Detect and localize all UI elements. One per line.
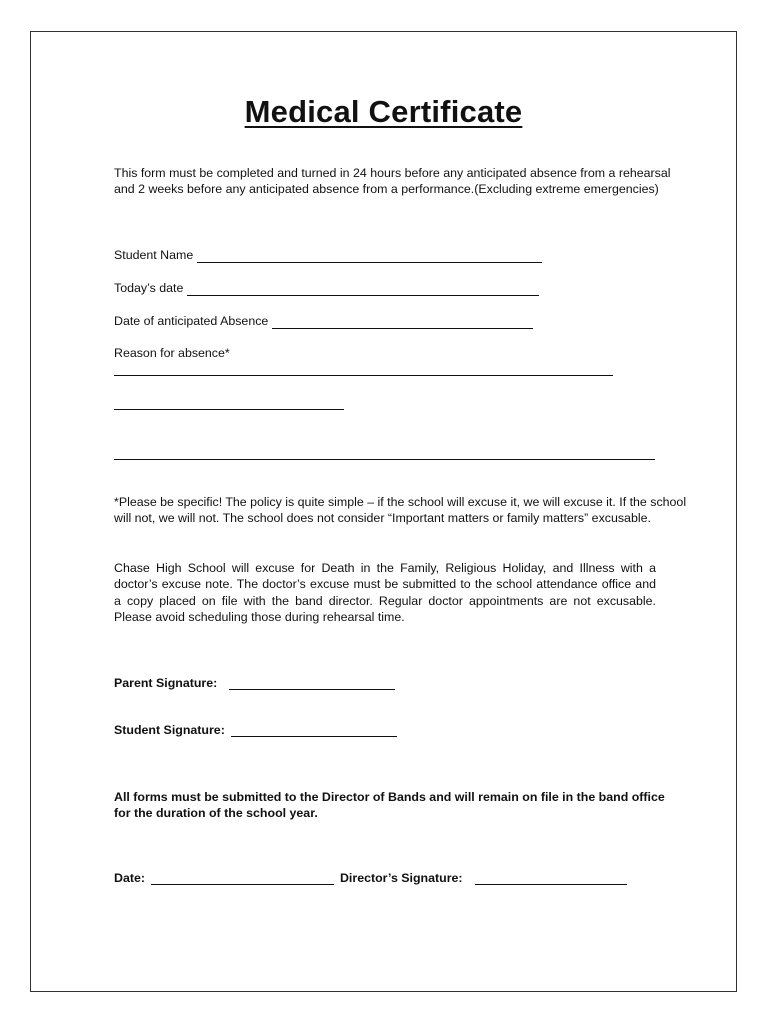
date-label: Date: [114, 871, 145, 885]
student-signature-field[interactable] [114, 723, 397, 737]
parent-signature-line[interactable] [229, 677, 395, 690]
intro-paragraph: This form must be completed and turned in 24 hours before any anticipated absence from a rehearsal and 2 weeks before any anticipated absence from a performance.(Excluding extreme emergencies) [114, 166, 671, 197]
todays-date-field[interactable] [114, 280, 539, 296]
student-name-line[interactable] [197, 250, 542, 263]
anticipated-absence-line[interactable] [272, 316, 533, 329]
submission-note: All forms must be submitted to the Director of Bands and will remain on file in the band office for the duration of the school year. [114, 790, 665, 821]
parent-signature-field[interactable] [114, 676, 395, 690]
student-signature-label: Student Signature: [114, 723, 225, 737]
director-signature-label: Director’s Signature: [339, 871, 463, 885]
reason-line-2[interactable] [114, 409, 344, 410]
anticipated-absence-field[interactable] [114, 313, 533, 329]
policy-note: *Please be specific! The policy is quite simple – if the school will excuse it, we will excuse it. If the school will not, we will not. The school does not consider “Important matters or family matters” excusable. [114, 495, 687, 526]
reason-line-1[interactable] [114, 375, 613, 376]
todays-date-label: Today’s date [114, 281, 184, 295]
date-line[interactable] [151, 872, 334, 885]
reason-label: Reason for absence* [114, 346, 230, 360]
footer-row [114, 871, 627, 885]
anticipated-absence-label: Date of anticipated Absence [114, 314, 269, 328]
excuse-policy: Chase High School will excuse for Death in the Family, Religious Holiday, and Illness with a doctor’s excuse note. The doctor’s excuse must be submitted to the school attendance office and a copy placed on file with the band director. Regular doctor appointments are not excusable. Please avoid scheduling those during rehearsal time. [114, 561, 656, 624]
reason-field [114, 345, 230, 361]
todays-date-line[interactable] [187, 283, 539, 296]
student-signature-line[interactable] [231, 724, 397, 737]
student-name-field[interactable] [114, 247, 542, 263]
director-signature-line[interactable] [475, 872, 627, 885]
student-name-label: Student Name [114, 248, 194, 262]
certificate-page [30, 31, 737, 992]
reason-line-3[interactable] [114, 459, 655, 460]
parent-signature-label: Parent Signature: [114, 676, 218, 690]
page-title: Medical Certificate [244, 94, 523, 129]
